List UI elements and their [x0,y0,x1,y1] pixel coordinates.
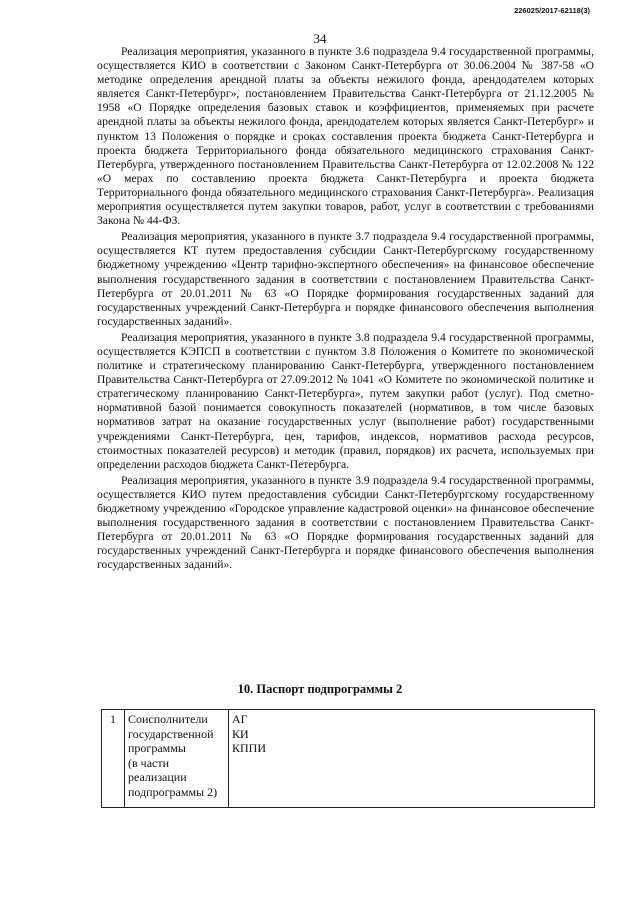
label-line: Соисполнители [128,712,208,726]
page-number: 34 [313,31,327,46]
table-row [102,710,595,808]
label-line: (в части [128,755,170,770]
passport-table [101,709,595,808]
label-line: реализации [128,770,187,784]
value-line: АГ [232,712,248,726]
section-title: 10. Паспорт подпрограммы 2 [237,682,403,696]
document-id: 226025/2017-62118(3) [514,6,590,15]
row-label [125,710,229,808]
paragraph-3-8: Реализация мероприятия, указанного в пункте 3.8 подраздела 9.4 государственной программы, осуществляется КЭПСП в соответствии с пунктом 3.8 Положения о Комитете по экономической политике и стратегическому планированию Санкт-Петербурга, утвержденного постановлением Правительства Санкт-Петербурга от 27.09.2012 № 1041 «О Комитете по экономической политике и стратегическому планированию Санкт-Петербурга», путем закупки работ (услуг). Под сметно-нормативной базой понимается совокупность показателей (нормативов, в том числе базовых нормативов затрат на оказание государственных услуг (выполнение работ) государственными учреждениями Санкт-Петербурга, цен, тарифов, индексов, нормативов расхода ресурсов, стоимостных показателей ресурсов) и методик (правил, порядков) их расчета, используемых при определении расходов бюджета Санкт-Петербурга. [97,330,594,471]
paragraph-3-7: Реализация мероприятия, указанного в пункте 3.7 подраздела 9.4 государственной программы, осуществляется КТ путем предоставления субсидии Санкт-Петербургскому государственному бюджетному учреждению «Центр тарифно-экспертного обеспечения» на финансовое обеспечение выполнения государственного задания в соответствии с постановлением Правительства Санкт-Петербурга от 20.01.2011 № 63 «О Порядке формирования государственных заданий для государственных учреждений Санкт-Петербурга и порядке финансового обеспечения выполнения государственных заданий». [97,230,594,328]
label-line: государственной [128,726,214,741]
label-line: программы [128,741,186,755]
value-line: КППИ [232,741,267,755]
row-number: 1 [102,710,125,808]
value-line: КИ [232,726,249,741]
label-line: подпрограммы 2) [128,784,218,799]
paragraph-3-6: Реализация мероприятия, указанного в пункте 3.6 подраздела 9.4 государственной программы, осуществляется КИО в соответствии с Законом Санкт-Петербурга от 30.06.2004 № 387-58 «О методике определения арендной платы за объекты нежилого фонда, арендодателем которых является Санкт-Петербург», постановлением Правительства Санкт-Петербурга от 21.12.2005 № 1958 «О Порядке определения базовых ставок и коэффициентов, применяемых при расчете арендной платы за объекты нежилого фонда, арендодателем которых является Санкт-Петербург» и пунктом 13 Положения о порядке и сроках составления проекта бюджета Санкт-Петербурга и проекта бюджета Территориального фонда обязательного медицинского страхования Санкт-Петербурга, утвержденного постановлением Правительства Санкт-Петербурга от 12.02.2008 № 122 «О мерах по составлению проекта бюджета Санкт-Петербурга и проекта бюджета Территориального фонда обязательного медицинского страхования Санкт-Петербурга». Реализация мероприятия осуществляется путем закупки товаров, работ, услуг в соответствии с требованиями Закона № 44-ФЗ. [97,45,594,228]
document-body [97,45,594,574]
paragraph-3-9: Реализация мероприятия, указанного в пункте 3.9 подраздела 9.4 государственной программы, осуществляется КИО путем предоставления субсидии Санкт-Петербургскому государственному бюджетному учреждению «Городское управление кадастровой оценки» на финансовое обеспечение выполнения государственного задания в соответствии с постановлением Правительства Санкт-Петербурга от 20.01.2011 № 63 «О Порядке формирования государственных заданий для государственных учреждений Санкт-Петербурга и порядке финансового обеспечения выполнения государственных заданий». [97,473,594,572]
row-value [229,710,595,808]
